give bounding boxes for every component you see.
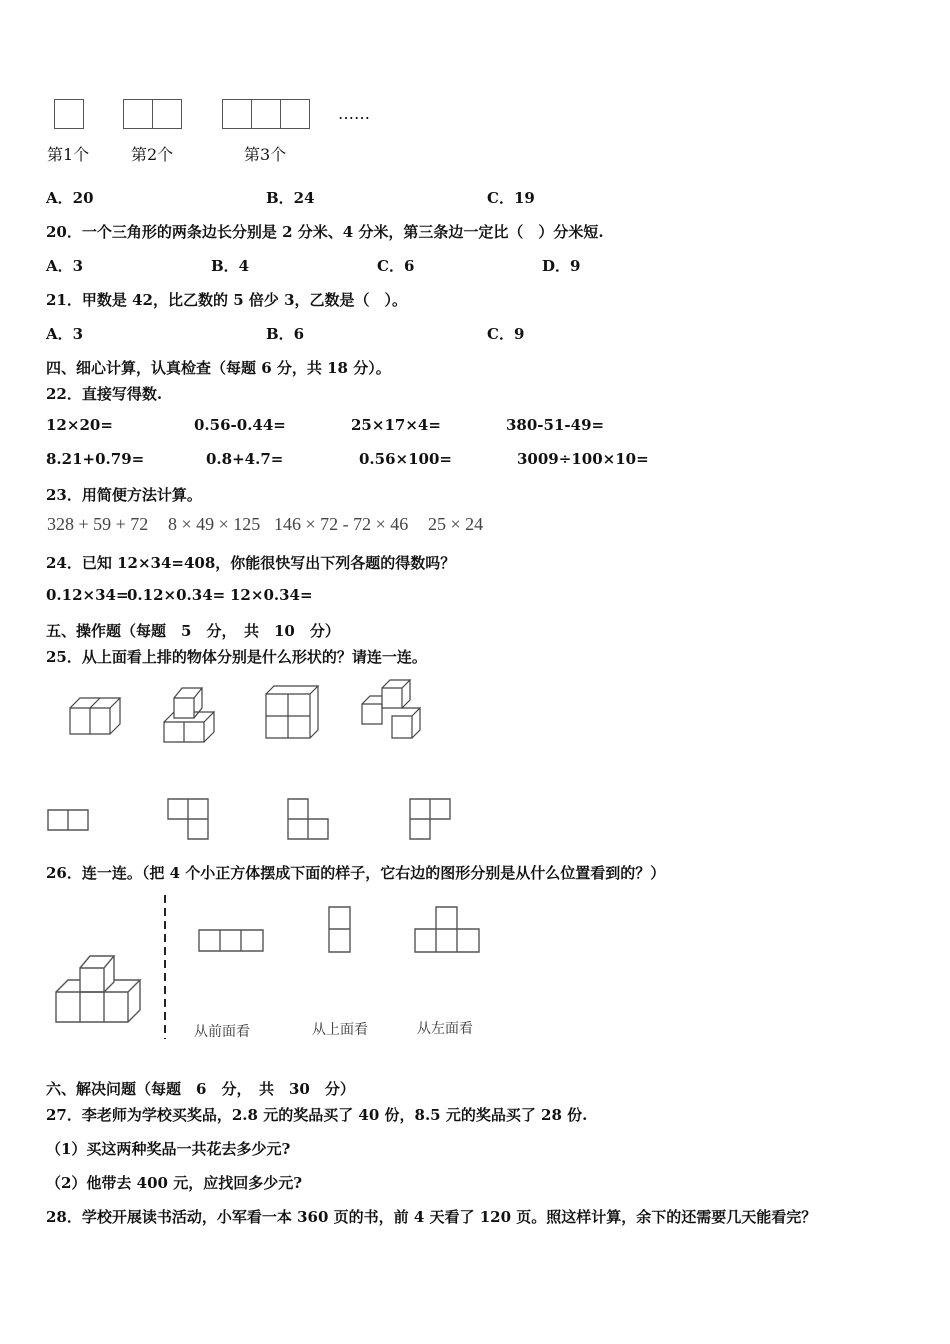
q24-question: 24．已知 12×34=408，你能很快写出下列各题的得数吗？ bbox=[46, 554, 456, 572]
section-5-heading: 五、操作题（每题 5 分， 共 10 分） bbox=[46, 622, 340, 640]
section-6-heading: 六、解决问题（每题 6 分， 共 30 分） bbox=[46, 1080, 355, 1098]
q22-expr: 380-51-49= bbox=[506, 416, 605, 434]
section-4-heading: 四、细心计算，认真检查（每题 6 分，共 18 分）。 bbox=[46, 359, 391, 377]
q21-question: 21．甲数是 42，比乙数的 5 倍少 3，乙数是（ ）。 bbox=[46, 291, 408, 309]
sequence-figure-3-cell bbox=[280, 99, 310, 129]
q23-expr: 328 + 59 + 72 bbox=[47, 514, 149, 534]
q20-option-b: B．4 bbox=[211, 257, 250, 275]
q22-expr: 0.8+4.7= bbox=[206, 450, 284, 468]
q23-expr: 146 × 72 - 72 × 46 bbox=[274, 514, 409, 534]
q25-top-view-1 bbox=[46, 808, 92, 834]
q27-question: 27．李老师为学校买奖品，2.8 元的奖品买了 40 份，8.5 元的奖品买了 28 份. bbox=[46, 1106, 588, 1124]
q25-cube-figure-4 bbox=[356, 676, 428, 742]
q19-option-b: B．24 bbox=[266, 189, 315, 207]
q27-sub-question-1: （1）买这两种奖品一共花去多少元? bbox=[46, 1140, 291, 1158]
q25-question: 25．从上面看上排的物体分别是什么形状的？请连一连。 bbox=[46, 648, 427, 666]
q21-option-c: C．9 bbox=[487, 325, 525, 343]
q25-top-view-3 bbox=[286, 797, 332, 843]
sequence-ellipsis: …… bbox=[338, 104, 370, 123]
q24-expr: 0.12×34= bbox=[46, 586, 129, 604]
q25-top-view-4 bbox=[406, 797, 456, 843]
q22-question: 22．直接写得数. bbox=[46, 385, 163, 403]
q25-top-view-2 bbox=[166, 797, 212, 843]
sequence-label-1: 第1个 bbox=[47, 145, 90, 164]
q25-cube-figure-1 bbox=[64, 690, 126, 740]
q21-option-a: A．3 bbox=[46, 325, 84, 343]
sequence-figure-2-cell bbox=[152, 99, 182, 129]
q28-question: 28．学校开展读书活动，小军看一本 360 页的书，前 4 天看了 120 页。照这样计算，余下的还需要几天能看完？ bbox=[46, 1208, 817, 1226]
q26-question: 26．连一连。（把 4 个小正方体摆成下面的样子，它右边的图形分别是从什么位置看到的？） bbox=[46, 864, 666, 882]
q26-view-shape-1 bbox=[196, 927, 268, 955]
q26-view-shape-2 bbox=[326, 904, 356, 956]
q26-view-label-left: 从左面看 bbox=[417, 1021, 473, 1037]
sequence-figure-3-cell bbox=[251, 99, 281, 129]
q23-expr: 8 × 49 × 125 bbox=[168, 514, 261, 534]
sequence-figure-3-cell bbox=[222, 99, 252, 129]
divider-dashed-line bbox=[160, 893, 170, 1043]
sequence-label-3: 第3个 bbox=[244, 145, 287, 164]
q27-sub-question-2: （2）他带去 400 元，应找回多少元? bbox=[46, 1174, 302, 1192]
q19-option-c: C．19 bbox=[487, 189, 535, 207]
q24-expr: 12×0.34= bbox=[230, 586, 313, 604]
q22-expr: 12×20= bbox=[46, 416, 113, 434]
q20-option-d: D．9 bbox=[542, 257, 581, 275]
sequence-figure-1 bbox=[54, 99, 84, 129]
q26-view-label-front: 从前面看 bbox=[194, 1024, 250, 1040]
q22-expr: 3009÷100×10= bbox=[517, 450, 649, 468]
q26-cube-arrangement bbox=[48, 948, 154, 1030]
q23-question: 23．用简便方法计算。 bbox=[46, 486, 202, 504]
q26-view-label-top: 从上面看 bbox=[312, 1022, 368, 1038]
q24-expr: 0.12×0.34= bbox=[127, 586, 226, 604]
q19-option-a: A．20 bbox=[46, 189, 94, 207]
q22-expr: 8.21+0.79= bbox=[46, 450, 145, 468]
q23-expr: 25 × 24 bbox=[428, 514, 484, 534]
sequence-figure-2-cell bbox=[123, 99, 153, 129]
q22-expr: 25×17×4= bbox=[351, 416, 441, 434]
q25-cube-figure-3 bbox=[262, 684, 324, 742]
q20-question: 20．一个三角形的两条边长分别是 2 分米、4 分米，第三条边一定比（ ）分米短. bbox=[46, 223, 604, 241]
q21-option-b: B．6 bbox=[266, 325, 305, 343]
q20-option-c: C．6 bbox=[377, 257, 415, 275]
q26-view-shape-3 bbox=[412, 904, 484, 956]
sequence-label-2: 第2个 bbox=[131, 145, 174, 164]
q22-expr: 0.56×100= bbox=[359, 450, 452, 468]
q20-option-a: A．3 bbox=[46, 257, 84, 275]
q25-cube-figure-2 bbox=[158, 680, 228, 746]
q22-expr: 0.56-0.44= bbox=[194, 416, 286, 434]
